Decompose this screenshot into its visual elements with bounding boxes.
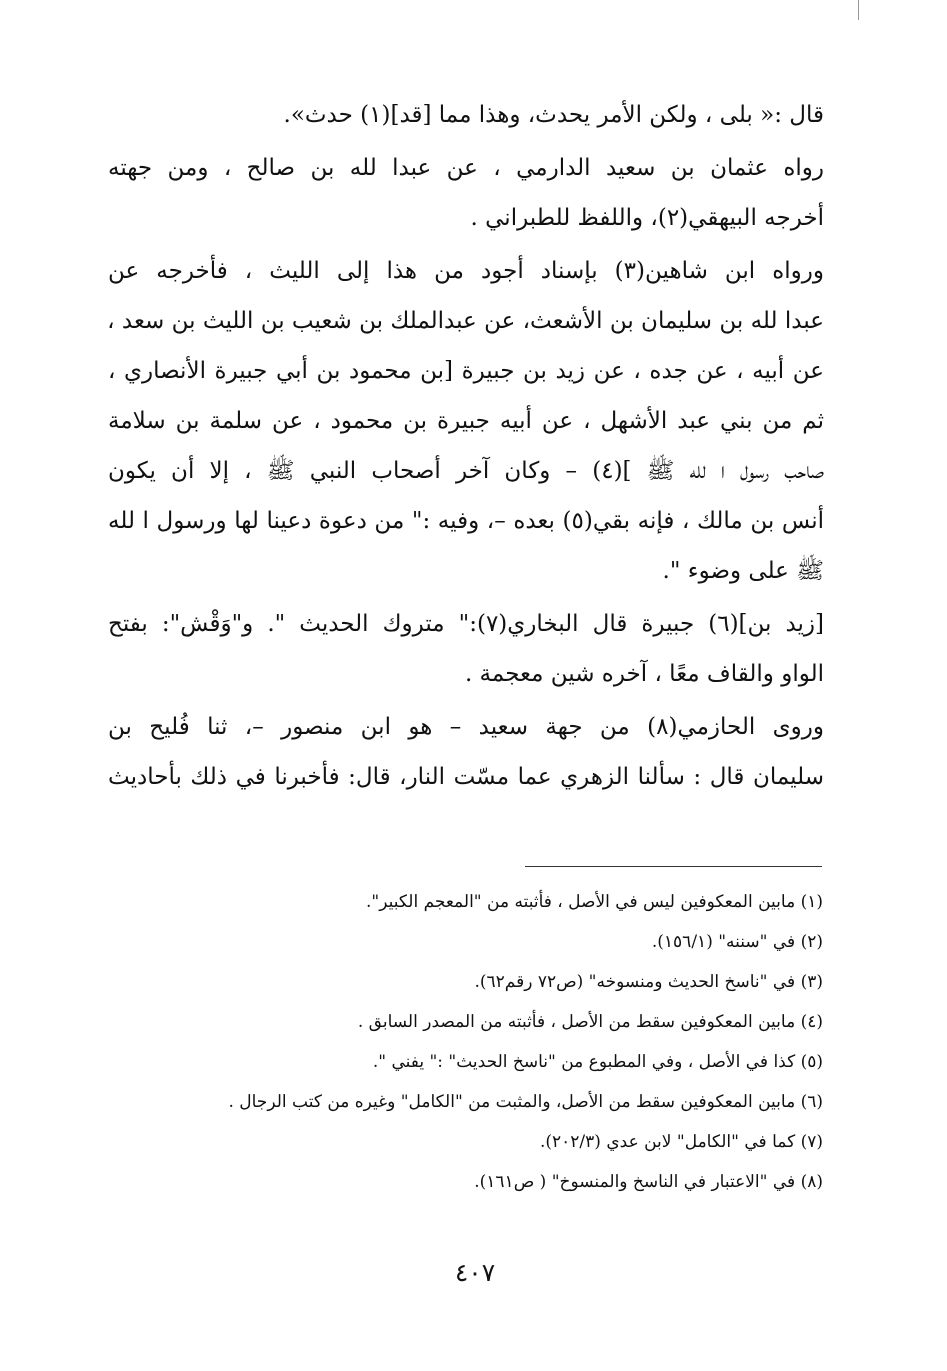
text-line: أنس بن مالك ، فإنه بقي(٥) بعده –، وفيه :" من دعوة دعينا لها ورسول ا لله	[108, 508, 824, 534]
text-line: الواو والقاف معًا ، آخره شين معجمة .	[464, 661, 824, 687]
text-line: صاحب رسول ا لله ﷺ ](٤) – وكان آخر أصحاب النبي ﷺ ، إلا أن يكون	[108, 458, 824, 484]
text-line: ورواه ابن شاهين(٣) بإسناد أجود من هذا إلى الليث ، فأخرجه عن	[108, 258, 825, 284]
footnotes	[140, 882, 823, 1202]
footnote: (٥) كذا في الأصل ، وفي المطبوع من "ناسخ الحديث" :" يفني ".	[372, 1052, 823, 1072]
page-number: ٤٠٧	[454, 1258, 496, 1287]
footnote: (٧) كما في "الكامل" لابن عدي (٢٠٢/٣).	[539, 1132, 823, 1152]
text-line: وروى الحازمي(٨) من جهة سعيد – هو ابن منصور –، ثنا فُليح بن	[108, 714, 824, 740]
footnote: (٤) مابين المعكوفين سقط من الأصل ، فأثبته من المصدر السابق .	[357, 1012, 823, 1032]
text-line: عن أبيه ، عن جده ، عن زيد بن جبيرة [بن محمود بن أبي جبيرة الأنصاري ،	[108, 358, 824, 384]
text-line: قال :« بلى ، ولكن الأمر يحدث، وهذا مما [قد](١) حدث».	[283, 102, 824, 128]
footnote: (٦) مابين المعكوفين سقط من الأصل، والمثبت من "الكامل" وغيره من كتب الرجال .	[228, 1092, 823, 1112]
footnote: (٢) في "سننه" (١٥٦/١).	[651, 932, 823, 952]
text-line: سليمان قال : سألنا الزهري عما مسّت النار، قال: فأخبرنا في ذلك بأحاديث	[108, 764, 824, 790]
text-line: [زيد بن](٦) جبيرة قال البخاري(٧):" متروك الحديث ". و"وَقْش": بفتح	[108, 611, 825, 637]
main-text	[108, 90, 824, 802]
footnote: (٨) في "الاعتبار في الناسخ والمنسوخ" ( ص١٦١).	[474, 1172, 823, 1192]
text-line: ﷺ على وضوء ".	[662, 558, 824, 584]
footnote: (١) مابين المعكوفين ليس في الأصل ، فأثبته من "المعجم الكبير".	[366, 892, 823, 912]
text-line: أخرجه البيهقي(٢)، واللفظ للطبراني .	[470, 205, 824, 231]
text-line: عبدا لله بن سليمان بن الأشعث، عن عبدالملك بن شعيب بن الليث بن سعد ،	[107, 308, 824, 334]
text-line: ثم من بني عبد الأشهل ، عن أبيه جبيرة بن محمود ، عن سلمة بن سلامة	[108, 408, 824, 434]
footnote: (٣) في "ناسخ الحديث ومنسوخه" (ص٧٢ رقم٦٢).	[474, 972, 823, 992]
scan-edge-mark	[858, 0, 859, 20]
footnote-divider	[525, 866, 822, 867]
text-line: رواه عثمان بن سعيد الدارمي ، عن عبدا لله بن صالح ، ومن جهته	[108, 155, 824, 181]
